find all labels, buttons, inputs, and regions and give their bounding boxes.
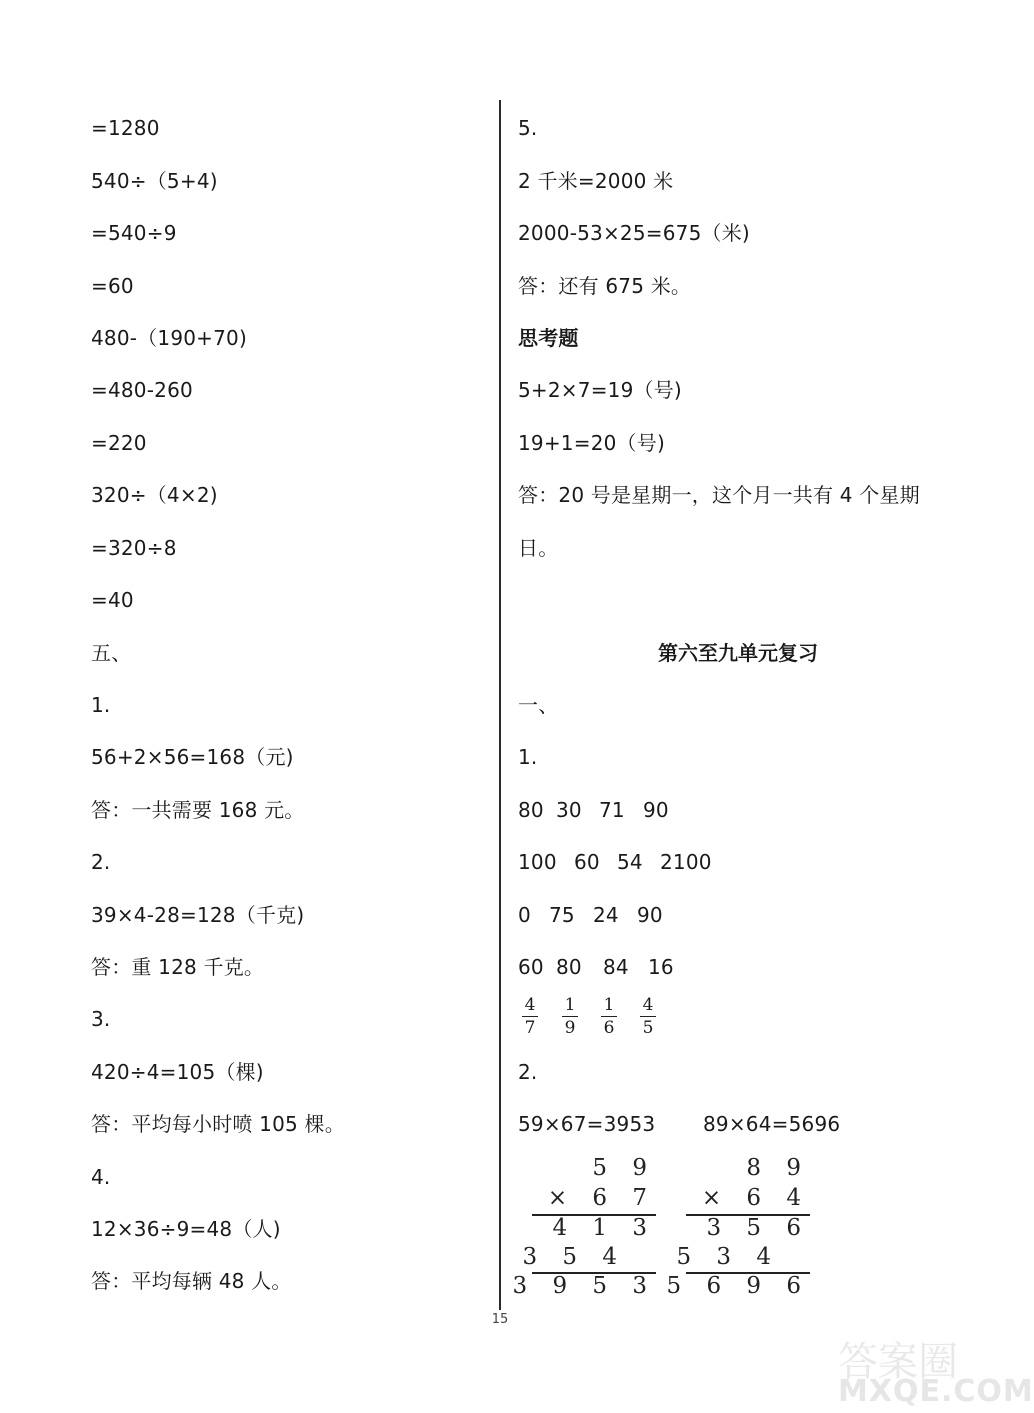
answer-value: 60 bbox=[518, 955, 544, 979]
text-line: 540÷（5+4) bbox=[91, 169, 218, 193]
answer-line: 答：一共需要 168 元。 bbox=[91, 798, 305, 822]
text-line: 12×36÷9=48（人) bbox=[91, 1217, 281, 1241]
text-line: 5+2×7=19（号) bbox=[518, 378, 682, 402]
text-line: =1280 bbox=[91, 116, 160, 140]
fraction bbox=[640, 996, 656, 1037]
text-line: =60 bbox=[91, 274, 134, 298]
answer-value: 30 bbox=[556, 798, 582, 822]
vertical-multiplication bbox=[666, 1154, 810, 1304]
fraction bbox=[562, 996, 578, 1037]
text-line: =40 bbox=[91, 588, 134, 612]
partial-product: 5 3 4 bbox=[676, 1244, 780, 1270]
section-title: 第六至九单元复习 bbox=[658, 641, 818, 665]
column-divider bbox=[499, 100, 501, 1310]
text-line: =220 bbox=[91, 431, 147, 455]
answer-value: 84 bbox=[603, 955, 629, 979]
numerator: 1 bbox=[603, 995, 615, 1015]
answer-line: 答：重 128 千克。 bbox=[91, 955, 265, 979]
answer-value: 100 bbox=[518, 850, 557, 874]
answer-value: 16 bbox=[648, 955, 674, 979]
question-number: 3. bbox=[91, 1007, 111, 1031]
answer-row bbox=[518, 953, 674, 981]
section-heading: 五、 bbox=[91, 641, 132, 665]
vertical-multiplication bbox=[512, 1154, 656, 1304]
fraction bbox=[601, 996, 617, 1037]
denominator: 6 bbox=[603, 1018, 615, 1038]
text-line: 56+2×56=168（元) bbox=[91, 745, 294, 769]
answer-book-logo-icon: 答案圈 bbox=[838, 1339, 958, 1385]
numerator: 4 bbox=[524, 995, 536, 1015]
partial-product: 4 1 3 bbox=[552, 1215, 656, 1241]
answer-row bbox=[518, 796, 669, 824]
answer-value: 90 bbox=[643, 798, 669, 822]
multiplier: × 6 4 bbox=[701, 1185, 810, 1211]
watermark bbox=[838, 1330, 1034, 1410]
numerator: 1 bbox=[564, 995, 576, 1015]
equation: 59×67=3953 bbox=[518, 1112, 656, 1136]
product: 3 9 5 3 bbox=[512, 1273, 656, 1299]
answer-value: 75 bbox=[549, 903, 575, 927]
watermark-text: MXQE.COM bbox=[838, 1374, 1034, 1409]
multiplicand: 8 9 bbox=[746, 1155, 810, 1181]
numerator: 4 bbox=[642, 995, 654, 1015]
answer-value: 0 bbox=[518, 903, 531, 927]
text-line: 2000-53×25=675（米) bbox=[518, 221, 750, 245]
denominator: 7 bbox=[524, 1018, 536, 1038]
answer-row bbox=[518, 901, 663, 929]
part-heading: 一、 bbox=[518, 693, 559, 717]
question-number: 2. bbox=[518, 1060, 538, 1084]
answer-line: 答：还有 675 米。 bbox=[518, 274, 692, 298]
fraction bbox=[522, 996, 538, 1037]
question-number: 5. bbox=[518, 116, 538, 140]
answer-value: 80 bbox=[556, 955, 582, 979]
denominator: 5 bbox=[642, 1018, 654, 1038]
equation: 89×64=5696 bbox=[703, 1112, 841, 1136]
answer-value: 24 bbox=[593, 903, 619, 927]
question-number: 2. bbox=[91, 850, 111, 874]
product: 5 6 9 6 bbox=[666, 1273, 810, 1299]
text-line: 2 千米=2000 米 bbox=[518, 169, 674, 193]
answer-line: 日。 bbox=[518, 536, 559, 560]
page-number: 15 bbox=[491, 1312, 509, 1327]
text-line: 320÷（4×2) bbox=[91, 483, 218, 507]
answer-line: 答：20 号是星期一，这个月一共有 4 个星期 bbox=[518, 483, 920, 507]
answer-value: 60 bbox=[574, 850, 600, 874]
text-line: 420÷4=105（棵) bbox=[91, 1060, 264, 1084]
answer-value: 2100 bbox=[660, 850, 712, 874]
text-line: =540÷9 bbox=[91, 221, 177, 245]
thinking-title: 思考题 bbox=[518, 326, 579, 350]
answer-value: 90 bbox=[637, 903, 663, 927]
partial-product: 3 5 6 bbox=[706, 1215, 810, 1241]
text-line: =480-260 bbox=[91, 378, 193, 402]
answer-value: 54 bbox=[617, 850, 643, 874]
multiplier: × 6 7 bbox=[547, 1185, 656, 1211]
answer-row bbox=[518, 848, 712, 876]
text-line: =320÷8 bbox=[91, 536, 177, 560]
answer-line: 答：平均每辆 48 人。 bbox=[91, 1269, 292, 1293]
answer-value: 71 bbox=[599, 798, 625, 822]
text-line: 480-（190+70) bbox=[91, 326, 247, 350]
question-number: 1. bbox=[91, 693, 111, 717]
answer-line: 答：平均每小时喷 105 棵。 bbox=[91, 1112, 345, 1136]
text-line: 19+1=20（号) bbox=[518, 431, 665, 455]
partial-product: 3 5 4 bbox=[522, 1244, 626, 1270]
question-number: 1. bbox=[518, 745, 538, 769]
text-line: 39×4-28=128（千克) bbox=[91, 903, 305, 927]
multiplicand: 5 9 bbox=[592, 1155, 656, 1181]
question-number: 4. bbox=[91, 1165, 111, 1189]
answer-value: 80 bbox=[518, 798, 544, 822]
denominator: 9 bbox=[564, 1018, 576, 1038]
